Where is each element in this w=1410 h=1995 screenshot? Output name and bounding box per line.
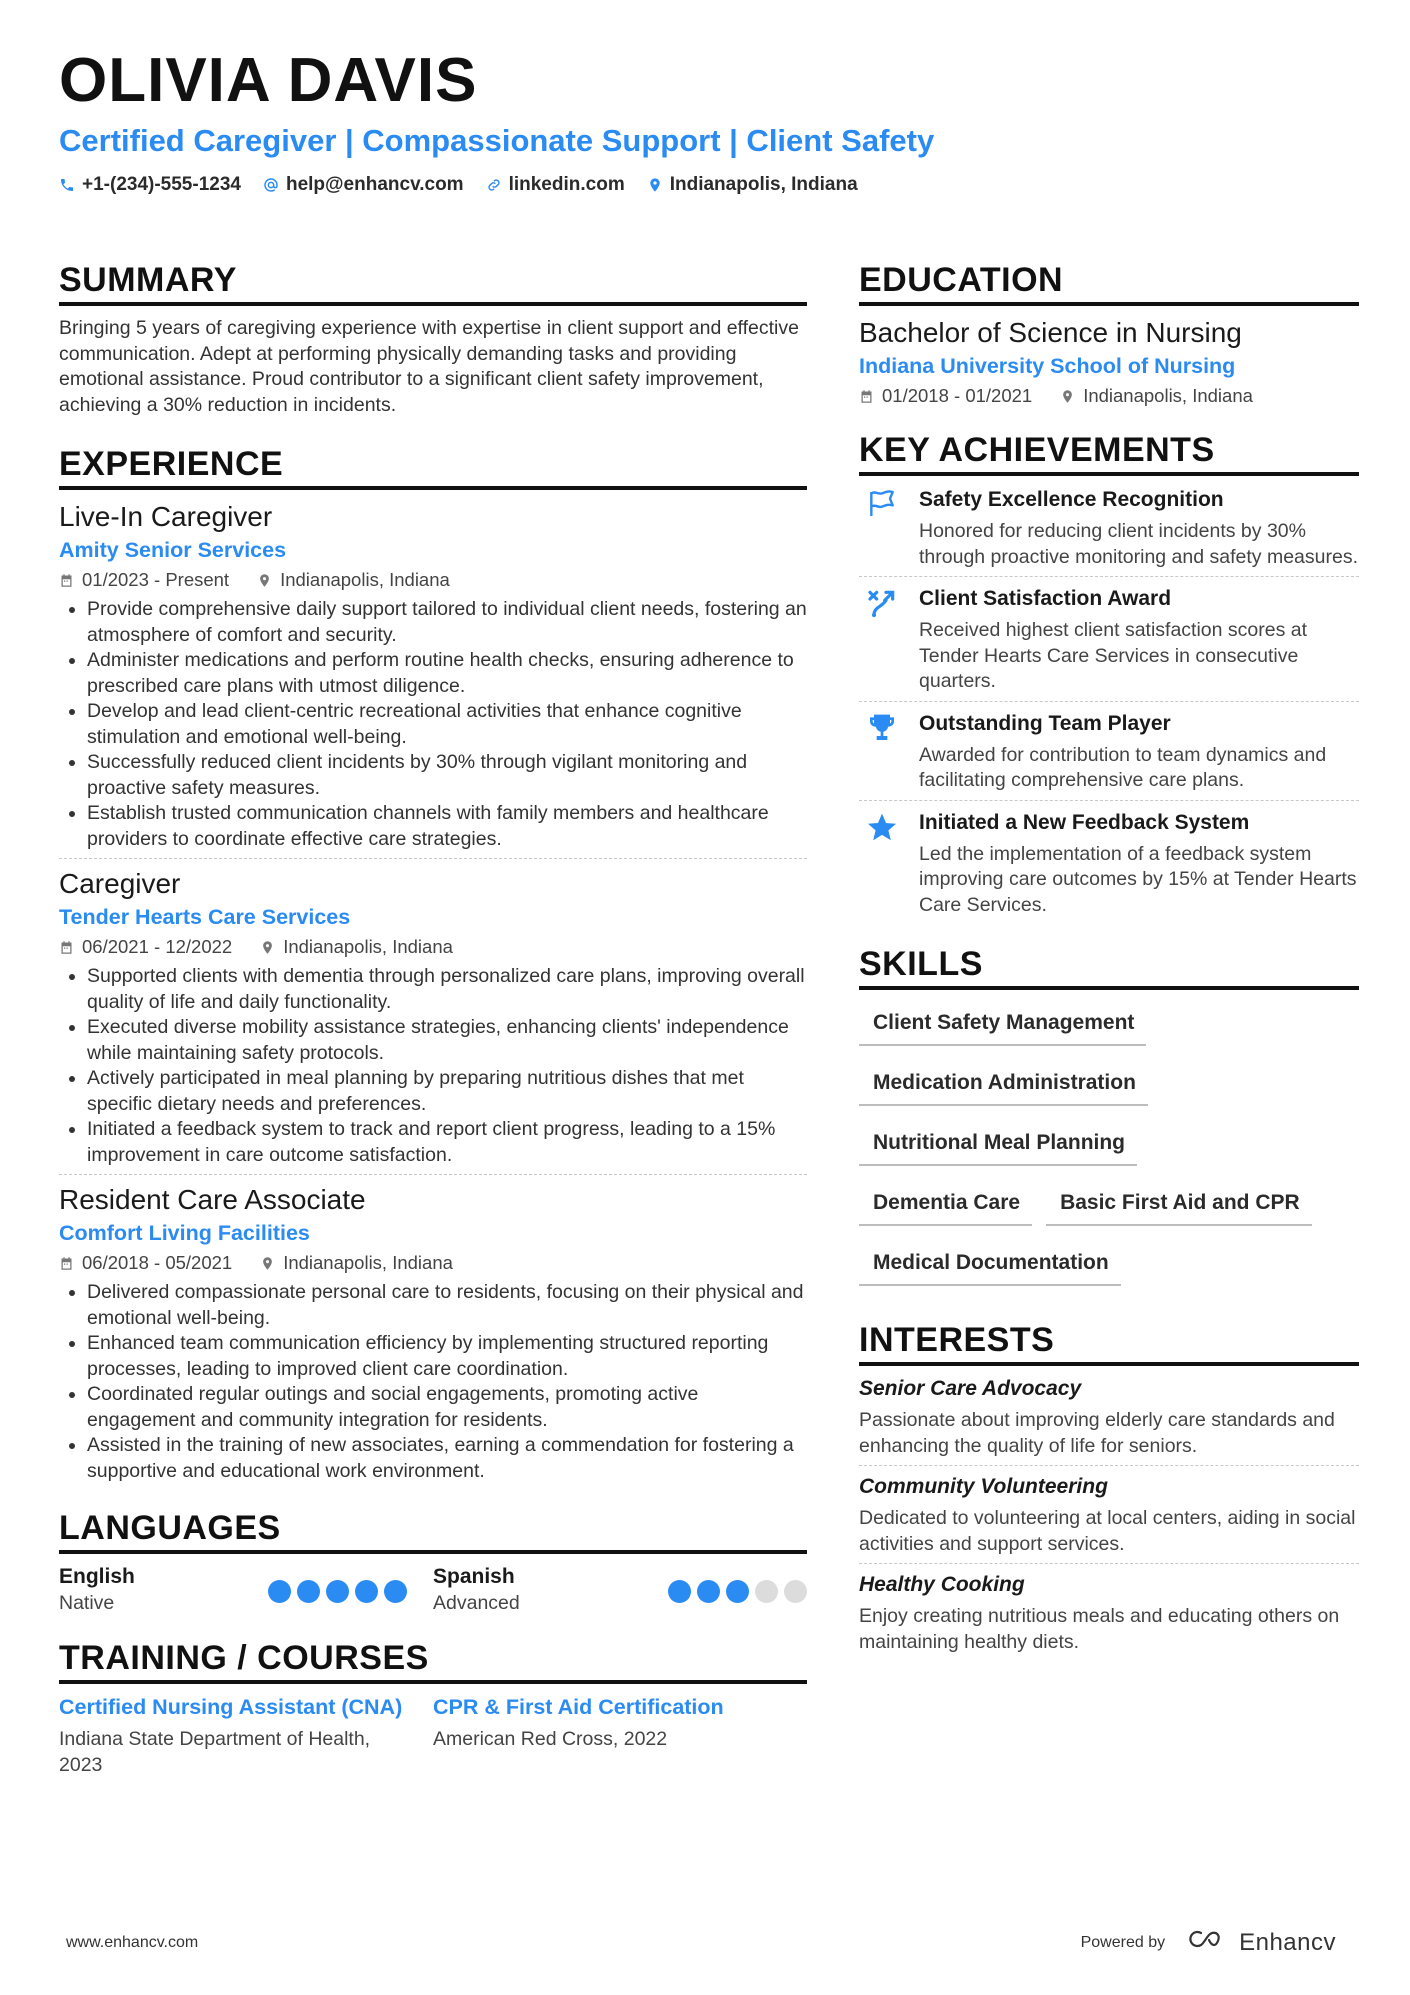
job-dates: 01/2023 - Present — [82, 569, 230, 590]
job-title: Caregiver — [59, 868, 181, 899]
footer — [66, 1928, 1336, 1957]
job-company: Tender Hearts Care Services — [59, 905, 351, 929]
link-icon — [486, 177, 502, 193]
bullet-item: • Initiated a feedback system to track and report client progress, leading to a 15% improvement in care outcome satisfaction. — [87, 1117, 807, 1168]
trophy-icon — [859, 710, 905, 794]
language-rating — [268, 1580, 407, 1616]
skill-tag: Nutritional Meal Planning — [859, 1120, 1137, 1166]
course-item — [59, 1694, 433, 1778]
rating-dot-filled — [384, 1580, 407, 1603]
brand-name: Enhancv — [1239, 1928, 1336, 1956]
course-source: American Red Cross, 2022 — [433, 1728, 668, 1750]
rating-dot-empty — [784, 1580, 807, 1603]
achievement-item — [859, 809, 1359, 919]
bullet-item: • Successfully reduced client incidents by 30% through vigilant monitoring and proactive safety measures. — [87, 750, 807, 801]
location-pin-icon — [647, 177, 663, 193]
skills-heading: SKILLS — [859, 944, 1359, 990]
candidate-name: OLIVIA DAVIS — [59, 46, 478, 115]
divider — [59, 858, 807, 859]
skill-tag: Dementia Care — [859, 1180, 1032, 1226]
linkedin-text: linkedin.com — [508, 174, 625, 195]
job-entry — [59, 1183, 807, 1484]
strategy-icon — [859, 585, 905, 695]
rating-dot-empty — [755, 1580, 778, 1603]
divider — [859, 1563, 1359, 1564]
job-meta — [59, 1251, 807, 1275]
interests-heading: INTERESTS — [859, 1320, 1359, 1366]
powered-by-label: Powered by — [1080, 1933, 1166, 1951]
contact-location — [647, 174, 858, 196]
language-name: Spanish — [433, 1565, 515, 1588]
calendar-icon — [59, 1256, 74, 1271]
location-pin-icon — [260, 940, 275, 955]
skills-list — [859, 1000, 1359, 1300]
contact-phone[interactable] — [59, 174, 241, 196]
education-heading: EDUCATION — [859, 260, 1359, 306]
rating-dot-filled — [726, 1580, 749, 1603]
location-pin-icon — [260, 1256, 275, 1271]
job-entry — [59, 500, 807, 852]
job-location: Indianapolis, Indiana — [283, 1252, 453, 1273]
language-level: Advanced — [433, 1592, 520, 1614]
job-company: Comfort Living Facilities — [59, 1221, 310, 1245]
bullet-item: • Supported clients with dementia through personalized care plans, improving overall quality of life and daily functionality. — [87, 964, 807, 1015]
rating-dot-filled — [268, 1580, 291, 1603]
bullet-item: • Provide comprehensive daily support tailored to individual client needs, fostering an atmosphere of comfort and security. — [87, 597, 807, 648]
achievement-item — [859, 710, 1359, 794]
education-meta — [859, 384, 1359, 408]
job-bullets — [59, 1280, 807, 1484]
achievement-desc: Led the implementation of a feedback system improving care outcomes by 15% at Tender Hearts Care Services. — [919, 842, 1357, 916]
location-pin-icon — [1060, 389, 1075, 404]
calendar-icon — [59, 573, 74, 588]
location-text: Indianapolis, Indiana — [669, 174, 858, 195]
achievement-item — [859, 585, 1359, 695]
bullet-item: • Executed diverse mobility assistance strategies, enhancing clients' independence while maintaining safety protocols. — [87, 1015, 807, 1066]
calendar-icon — [859, 389, 874, 404]
skill-tag: Basic First Aid and CPR — [1046, 1180, 1312, 1226]
right-column — [859, 260, 1359, 1655]
contact-email[interactable] — [263, 174, 464, 196]
interest-title: Senior Care Advocacy — [859, 1377, 1082, 1400]
achievement-desc: Honored for reducing client incidents by 30% through proactive monitoring and safety measures. — [919, 520, 1358, 568]
language-rating — [668, 1580, 807, 1616]
job-meta — [59, 568, 807, 592]
divider — [859, 701, 1359, 702]
tagline: Certified Caregiver | Compassionate Support | Client Safety — [59, 123, 935, 158]
flag-icon — [859, 486, 905, 570]
bullet-item: • Establish trusted communication channels with family members and healthcare providers to coordinate effective care strategies. — [87, 801, 807, 852]
job-meta — [59, 935, 807, 959]
bullet-item: • Assisted in the training of new associates, earning a commendation for fostering a supportive and educational work environment. — [87, 1433, 807, 1484]
interest-title: Community Volunteering — [859, 1475, 1108, 1498]
achievement-title: Safety Excellence Recognition — [919, 488, 1224, 511]
bullet-item: • Administer medications and perform routine health checks, ensuring adherence to prescribed care plans with utmost diligence. — [87, 648, 807, 699]
summary-text: Bringing 5 years of caregiving experience with expertise in client support and effective communication. Adept at performing physically demanding tasks and providing emotional assistance. Proud contributor to a significant client safety improvement, achieving a 30% reduction in incidents. — [59, 317, 799, 416]
divider — [859, 576, 1359, 577]
languages-heading: LANGUAGES — [59, 1508, 807, 1554]
brand-logo[interactable] — [1187, 1928, 1336, 1957]
calendar-icon — [59, 940, 74, 955]
education-location: Indianapolis, Indiana — [1083, 385, 1253, 406]
resume-page — [59, 46, 1359, 1776]
interest-item — [859, 1376, 1359, 1459]
rating-dot-filled — [326, 1580, 349, 1603]
summary-heading: SUMMARY — [59, 260, 807, 306]
training-heading: TRAINING / COURSES — [59, 1638, 807, 1684]
interest-item — [859, 1474, 1359, 1557]
achievements-heading: KEY ACHIEVEMENTS — [859, 430, 1359, 476]
job-dates: 06/2018 - 05/2021 — [82, 1252, 233, 1273]
divider — [859, 800, 1359, 801]
rating-dot-filled — [668, 1580, 691, 1603]
interest-desc: Dedicated to volunteering at local centers, aiding in social activities and support services. — [859, 1507, 1356, 1555]
interest-title: Healthy Cooking — [859, 1573, 1025, 1596]
phone-text: +1-(234)-555-1234 — [82, 174, 241, 195]
achievement-desc: Awarded for contribution to team dynamics and facilitating comprehensive care plans. — [919, 743, 1327, 791]
bullet-item: • Develop and lead client-centric recreational activities that enhance cognitive stimulation and emotional well-being. — [87, 699, 807, 750]
rating-dot-filled — [355, 1580, 378, 1603]
job-bullets — [59, 597, 807, 852]
course-title: CPR & First Aid Certification — [433, 1695, 724, 1719]
bullet-item: • Enhanced team communication efficiency by implementing structured reporting processes, leading to improved client care coordination. — [87, 1331, 807, 1382]
email-text: help@enhancv.com — [285, 174, 464, 195]
location-pin-icon — [257, 573, 272, 588]
language-name: English — [59, 1565, 135, 1588]
achievement-title: Outstanding Team Player — [919, 711, 1171, 735]
achievement-title: Client Satisfaction Award — [919, 587, 1172, 610]
course-source: Indiana State Department of Health, 2023 — [59, 1728, 371, 1776]
job-location: Indianapolis, Indiana — [283, 936, 453, 957]
phone-icon — [59, 177, 75, 193]
job-company: Amity Senior Services — [59, 538, 287, 562]
divider — [859, 1465, 1359, 1466]
job-title: Resident Care Associate — [59, 1184, 366, 1215]
course-item — [433, 1694, 807, 1778]
skill-tag: Medication Administration — [859, 1060, 1148, 1106]
job-entry — [59, 867, 807, 1168]
footer-website[interactable]: www.enhancv.com — [66, 1933, 199, 1951]
achievement-desc: Received highest client satisfaction scores at Tender Hearts Care Services in consecutive quarters. — [919, 619, 1308, 692]
language-item — [433, 1564, 807, 1616]
interest-desc: Passionate about improving elderly care standards and enhancing the quality of life for seniors. — [859, 1409, 1335, 1457]
language-level: Native — [59, 1592, 115, 1614]
skill-tag: Medical Documentation — [859, 1240, 1121, 1286]
education-dates: 01/2018 - 01/2021 — [882, 385, 1033, 406]
enhancv-logo-icon — [1187, 1928, 1231, 1957]
languages-list — [59, 1564, 807, 1616]
rating-dot-filled — [297, 1580, 320, 1603]
skill-tag: Client Safety Management — [859, 1000, 1146, 1046]
contact-bar — [59, 174, 1359, 196]
education-degree: Bachelor of Science in Nursing — [859, 317, 1242, 348]
job-dates: 06/2021 - 12/2022 — [82, 936, 233, 957]
powered-by — [1081, 1928, 1336, 1957]
achievement-item — [859, 486, 1359, 570]
job-bullets — [59, 964, 807, 1168]
education-school: Indiana University School of Nursing — [859, 354, 1236, 378]
bullet-item: • Actively participated in meal planning by preparing nutritious dishes that met specific dietary needs and preferences. — [87, 1066, 807, 1117]
course-title: Certified Nursing Assistant (CNA) — [59, 1695, 403, 1719]
star-icon — [859, 809, 905, 919]
left-column — [59, 260, 807, 1778]
interest-desc: Enjoy creating nutritious meals and educating others on maintaining healthy diets. — [859, 1605, 1340, 1653]
contact-linkedin[interactable] — [486, 174, 625, 196]
divider — [59, 1174, 807, 1175]
experience-heading: EXPERIENCE — [59, 444, 807, 490]
bullet-item: • Delivered compassionate personal care to residents, focusing on their physical and emotional well-being. — [87, 1280, 807, 1331]
courses-list — [59, 1694, 807, 1778]
language-item — [59, 1564, 433, 1616]
interest-item — [859, 1572, 1359, 1655]
bullet-item: • Coordinated regular outings and social engagements, promoting active engagement and community integration for residents. — [87, 1382, 807, 1433]
rating-dot-filled — [697, 1580, 720, 1603]
job-title: Live-In Caregiver — [59, 501, 273, 532]
at-icon — [263, 177, 279, 193]
job-location: Indianapolis, Indiana — [280, 569, 450, 590]
achievement-title: Initiated a New Feedback System — [919, 810, 1250, 834]
